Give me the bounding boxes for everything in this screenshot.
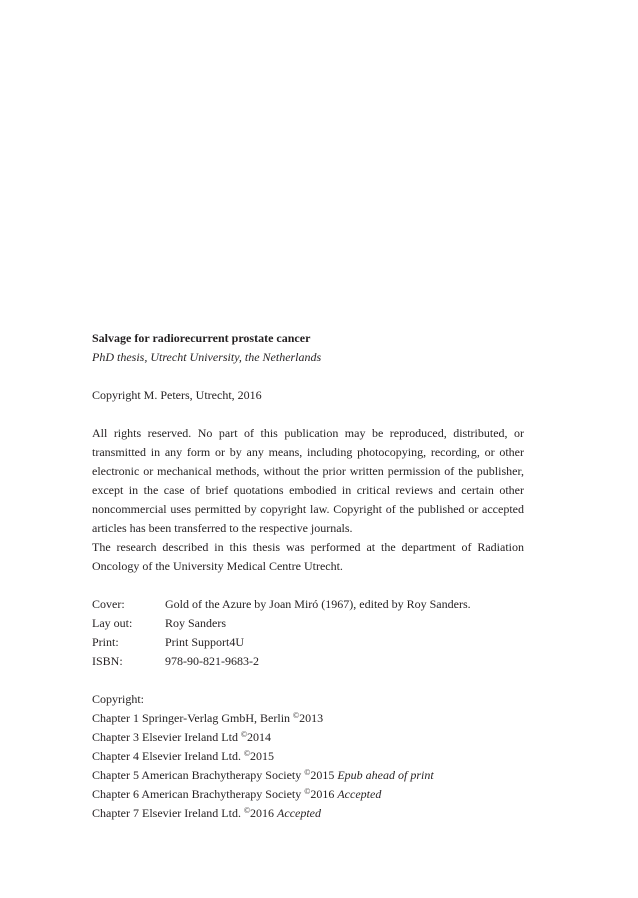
thesis-title: Salvage for radiorecurrent prostate cancer	[92, 331, 311, 345]
credit-value: Gold of the Azure by Joan Miró (1967), edited by Roy Sanders.	[165, 597, 471, 611]
rights-paragraph: All rights reserved. No part of this publication may be reproduced, distributed, or transmitted in any form or by any means, including photocopying, recording, or other electronic or mechanical methods, without the prior written permission of the publisher, except in the case of brief quotations embodied in critical reviews and certain other noncommercial uses permitted by copyright law. Copyright of the published or accepted articles has been transferred to the respective journals.	[92, 426, 524, 535]
credits-list	[92, 595, 524, 671]
rights-block	[92, 424, 524, 576]
chapter-copyright-line: Chapter 6 American Brachytherapy Society ©2016 Accepted	[92, 787, 382, 801]
credit-row	[92, 595, 524, 614]
copyright-line: Copyright M. Peters, Utrecht, 2016	[92, 388, 262, 402]
credit-row	[92, 614, 524, 633]
thesis-subtitle: PhD thesis, Utrecht University, the Netherlands	[92, 350, 322, 364]
credit-row	[92, 652, 524, 671]
copyright-heading: Copyright:	[92, 692, 145, 706]
chapter-copyright-line: Chapter 1 Springer-Verlag GmbH, Berlin ©2013	[92, 711, 324, 725]
credit-key: Lay out:	[92, 616, 133, 630]
chapter-copyright-line: Chapter 5 American Brachytherapy Society ©2015 Epub ahead of print	[92, 768, 434, 782]
credit-key: ISBN:	[92, 654, 123, 668]
credit-value: 978-90-821-9683-2	[165, 654, 259, 668]
research-paragraph: The research described in this thesis was performed at the department of Radiation Oncology of the University Medical Centre Utrecht.	[92, 540, 524, 573]
chapter-copyright-line: Chapter 7 Elsevier Ireland Ltd. ©2016 Accepted	[92, 806, 321, 820]
chapter-copyright-line: Chapter 4 Elsevier Ireland Ltd. ©2015	[92, 749, 275, 763]
chapter-copyright-line: Chapter 3 Elsevier Ireland Ltd ©2014	[92, 730, 272, 744]
credit-key: Cover:	[92, 597, 125, 611]
credit-row	[92, 633, 524, 652]
credit-key: Print:	[92, 635, 119, 649]
credit-value: Print Support4U	[165, 635, 245, 649]
colophon-content	[92, 329, 524, 823]
credit-value: Roy Sanders	[165, 616, 226, 630]
chapter-copyright-list	[92, 709, 524, 823]
